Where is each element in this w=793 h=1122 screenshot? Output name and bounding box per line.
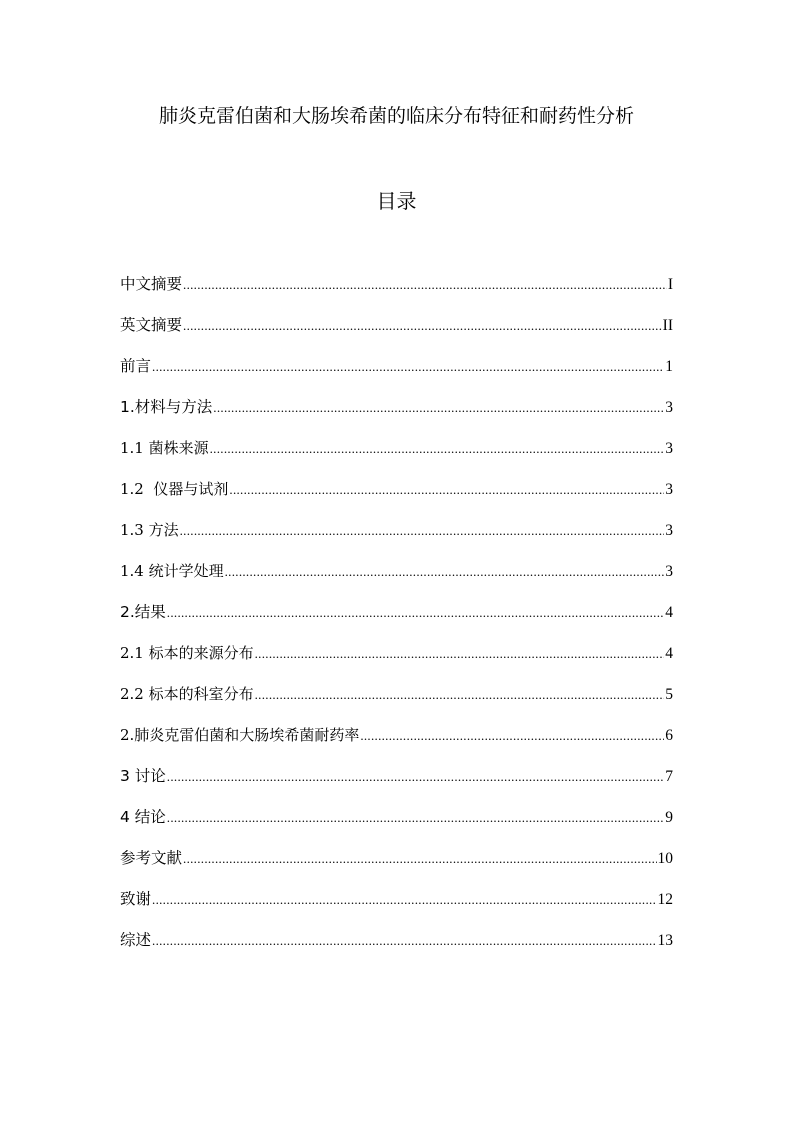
toc-entry-label: 2.1 标本的来源分布 (120, 644, 254, 662)
toc-entry-page: I (667, 276, 673, 293)
toc-dot-leader (167, 762, 664, 792)
toc-entry-instruments-reagents[interactable] (120, 474, 673, 515)
toc-entry-methods[interactable] (120, 515, 673, 556)
toc-entry-label: 2.2 标本的科室分布 (120, 685, 254, 703)
toc-entry-page: 3 (665, 481, 673, 498)
toc-dot-leader (225, 557, 665, 587)
toc-entry-specimen-department[interactable] (120, 679, 673, 720)
toc-entry-statistics[interactable] (120, 556, 673, 597)
toc-dot-leader (210, 434, 665, 464)
toc-entry-label: 综述 (120, 931, 152, 949)
toc-entry-page: 5 (665, 686, 673, 703)
toc-entry-page: 9 (665, 809, 673, 826)
toc-dot-leader (183, 311, 662, 341)
toc-entry-page: 10 (657, 850, 673, 867)
toc-entry-label: 前言 (120, 357, 152, 375)
toc-entry-page: 3 (665, 522, 673, 539)
toc-entry-page: 3 (665, 563, 673, 580)
toc-entry-page: 3 (665, 440, 673, 457)
toc-entry-page: 4 (665, 604, 673, 621)
toc-dot-leader (255, 639, 665, 669)
toc-dot-leader (167, 803, 664, 833)
toc-entry-page: 7 (665, 768, 673, 785)
toc-entry-preface[interactable] (120, 351, 673, 392)
toc-entry-page: 4 (665, 645, 673, 662)
toc-entry-label: 中文摘要 (120, 275, 183, 293)
toc-entry-page: 3 (665, 399, 673, 416)
toc-entry-label: 2.结果 (120, 603, 166, 621)
toc-entry-page: 6 (665, 727, 673, 744)
toc-entry-label: 1.2 仪器与试剂 (120, 480, 229, 498)
toc-entry-label: 英文摘要 (120, 316, 183, 334)
toc-dot-leader (213, 393, 664, 423)
toc-entry-english-abstract[interactable] (120, 310, 673, 351)
toc-entry-acknowledgements[interactable] (120, 884, 673, 925)
toc-dot-leader (152, 352, 664, 382)
table-of-contents (120, 269, 673, 966)
document-title: 肺炎克雷伯菌和大肠埃希菌的临床分布特征和耐药性分析 (158, 105, 634, 127)
toc-entry-page: II (662, 317, 673, 334)
toc-entry-label: 2.肺炎克雷伯菌和大肠埃希菌耐药率 (120, 726, 360, 744)
toc-entry-materials-methods[interactable] (120, 392, 673, 433)
toc-entry-specimen-source[interactable] (120, 638, 673, 679)
toc-entry-page: 13 (657, 932, 673, 949)
toc-dot-leader (152, 885, 656, 915)
toc-entry-label: 1.材料与方法 (120, 398, 213, 416)
toc-dot-leader (229, 475, 664, 505)
toc-dot-leader (152, 926, 656, 956)
toc-heading: 目录 (376, 189, 417, 213)
toc-dot-leader (183, 844, 656, 874)
toc-dot-leader (167, 598, 664, 628)
toc-entry-label: 3 讨论 (120, 767, 166, 785)
toc-dot-leader (255, 680, 665, 710)
toc-entry-results[interactable] (120, 597, 673, 638)
toc-entry-label: 1.1 菌株来源 (120, 439, 209, 457)
toc-entry-label: 参考文献 (120, 849, 183, 867)
toc-entry-label: 致谢 (120, 890, 152, 908)
toc-entry-chinese-abstract[interactable] (120, 269, 673, 310)
toc-entry-conclusion[interactable] (120, 802, 673, 843)
toc-dot-leader (183, 270, 667, 300)
toc-entry-label: 4 结论 (120, 808, 166, 826)
toc-entry-page: 12 (657, 891, 673, 908)
toc-entry-label: 1.4 统计学处理 (120, 562, 224, 580)
toc-dot-leader (360, 721, 664, 751)
toc-entry-page: 1 (665, 358, 673, 375)
toc-dot-leader (180, 516, 665, 546)
toc-entry-resistance-rate[interactable] (120, 720, 673, 761)
toc-entry-label: 1.3 方法 (120, 521, 179, 539)
toc-entry-strain-source[interactable] (120, 433, 673, 474)
toc-entry-discussion[interactable] (120, 761, 673, 802)
toc-entry-review[interactable] (120, 925, 673, 966)
toc-entry-references[interactable] (120, 843, 673, 884)
